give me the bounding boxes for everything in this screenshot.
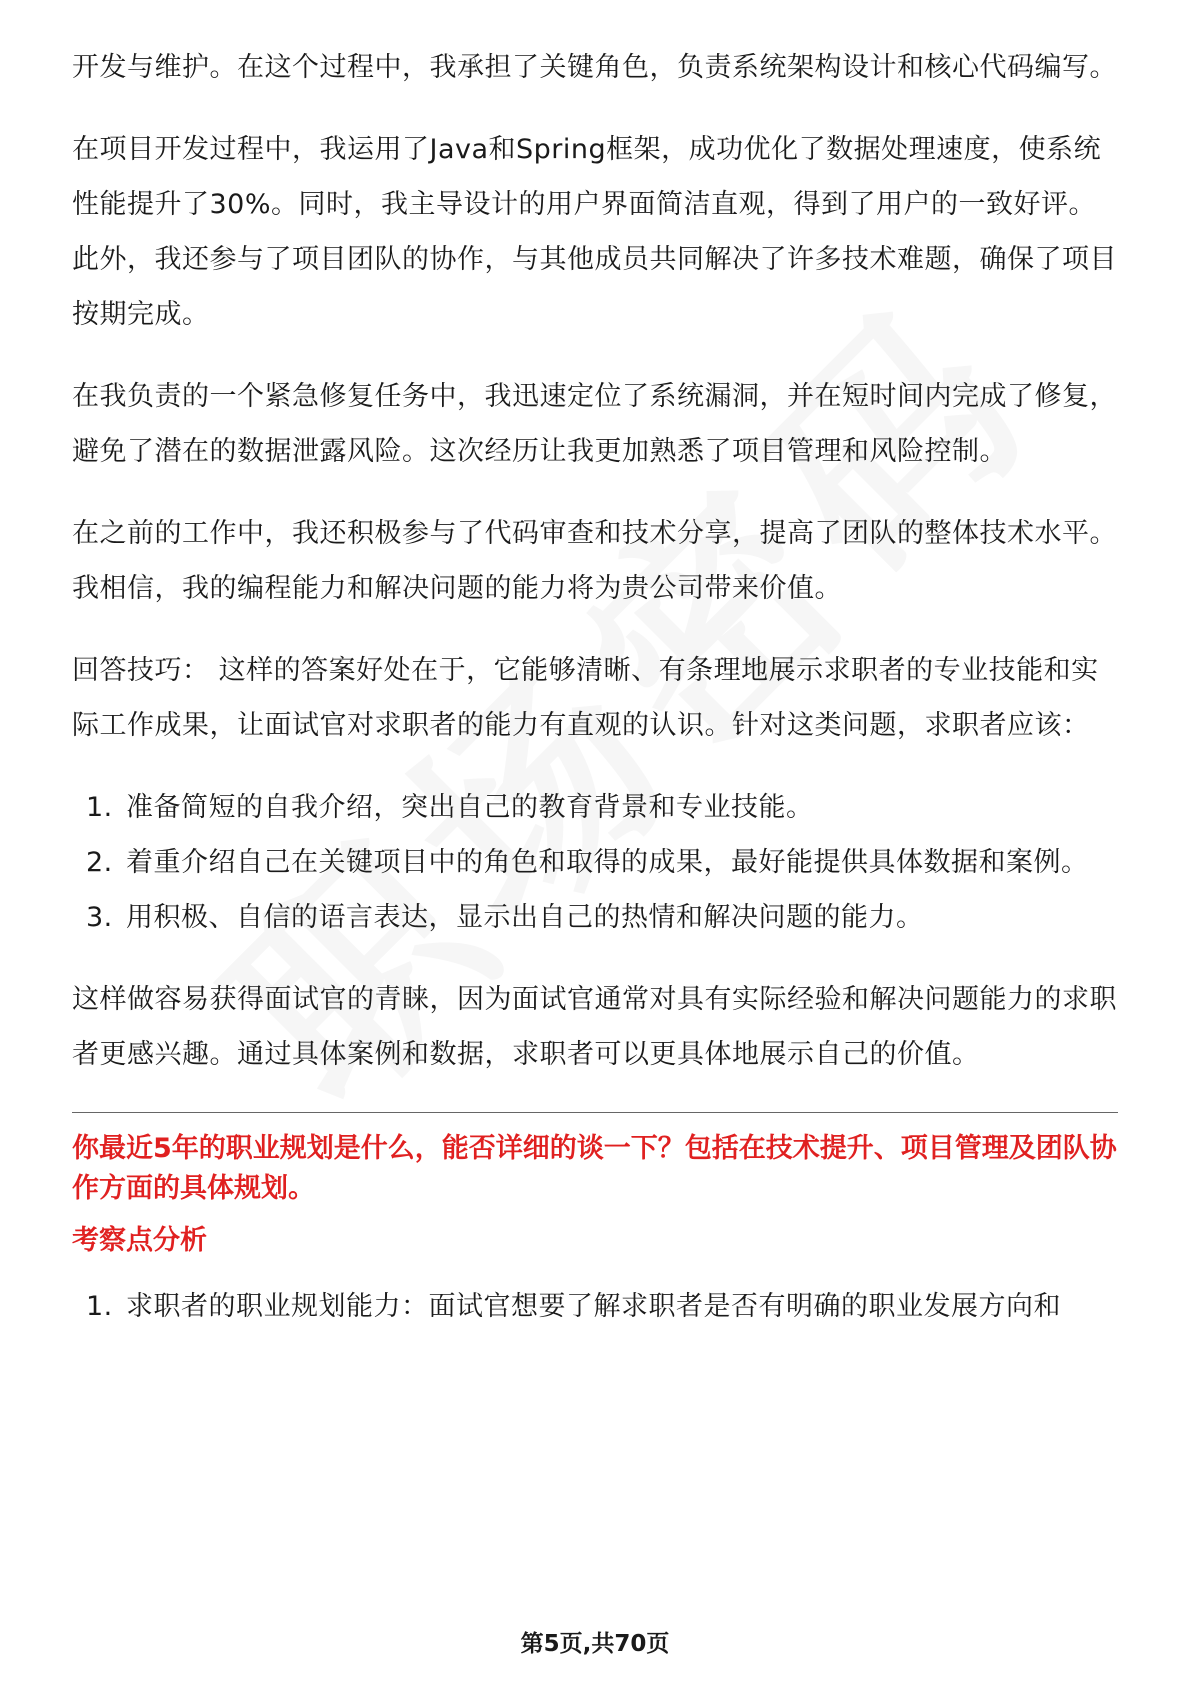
paragraph-4: 在之前的工作中，我还积极参与了代码审查和技术分享，提高了团队的整体技术水平。我相信，我的编程能力和解决问题的能力将为贵公司带来价值。: [72, 518, 1117, 604]
list-item-text: 用积极、自信的语言表达，显示出自己的热情和解决问题的能力。: [126, 902, 924, 933]
paragraph-2: 在项目开发过程中，我运用了Java和Spring框架，成功优化了数据处理速度，使系统性能提升了30%。同时，我主导设计的用户界面简洁直观，得到了用户的一致好评。此外，我还参与了项目团队的协作，与其他成员共同解决了许多技术难题，确保了项目按期完成。: [72, 134, 1117, 330]
answer-tips-paragraph: 回答技巧： 这样的答案好处在于，它能够清晰、有条理地展示求职者的专业技能和实际工作成果，让面试官对求职者的能力有直观的认识。针对这类问题，求职者应该：: [72, 655, 1099, 741]
list-number: 2.: [86, 847, 113, 878]
list-item-text: 着重介绍自己在关键项目中的角色和取得的成果，最好能提供具体数据和案例。: [126, 847, 1089, 878]
tips-list: [72, 780, 1118, 945]
list-item: [72, 890, 1118, 945]
list-number: 3.: [86, 902, 113, 933]
page-number-footer: 第5页,共70页: [520, 1631, 670, 1657]
paragraph-1: 开发与维护。在这个过程中，我承担了关键角色，负责系统架构设计和核心代码编写。: [72, 52, 1117, 83]
list-item: [72, 835, 1118, 890]
paragraph-3: 在我负责的一个紧急修复任务中，我迅速定位了系统漏洞，并在短时间内完成了修复，避免了潜在的数据泄露风险。这次经历让我更加熟悉了项目管理和风险控制。: [72, 381, 1117, 467]
list-number: 1.: [86, 1291, 113, 1322]
analysis-heading: 考察点分析: [72, 1225, 207, 1256]
list-item: [72, 780, 1118, 835]
list-item-text: 求职者的职业规划能力：面试官想要了解求职者是否有明确的职业发展方向和: [126, 1291, 1061, 1322]
analysis-list: [72, 1279, 1118, 1334]
section-divider: [72, 1112, 1118, 1113]
closing-paragraph: 这样做容易获得面试官的青睐，因为面试官通常对具有实际经验和解决问题能力的求职者更感兴趣。通过具体案例和数据，求职者可以更具体地展示自己的价值。: [72, 984, 1117, 1070]
interview-question: 你最近5年的职业规划是什么，能否详细的谈一下？包括在技术提升、项目管理及团队协作方面的具体规划。: [72, 1133, 1117, 1204]
page-content: [72, 40, 1118, 1361]
list-item-text: 准备简短的自我介绍，突出自己的教育背景和专业技能。: [126, 792, 814, 823]
list-item: [72, 1279, 1118, 1334]
list-number: 1.: [86, 792, 113, 823]
